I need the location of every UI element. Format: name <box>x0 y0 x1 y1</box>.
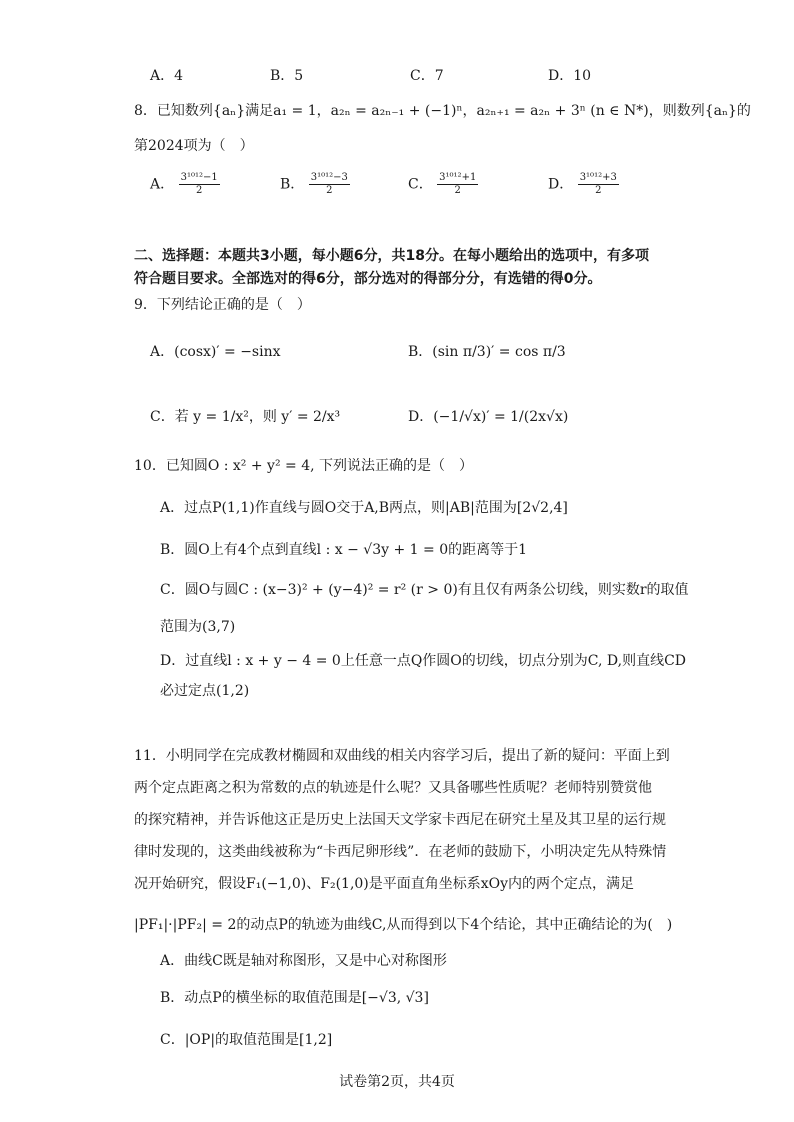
q8-option-b-fraction <box>309 172 350 197</box>
q8-stem-line1: 8．已知数列{aₙ}满足a₁ = 1，a₂ₙ = a₂ₙ₋₁ + (−1)ⁿ，a₂ₙ₊₁ = a₂ₙ + 3ⁿ (n ∈ N*)，则数列{aₙ}的 <box>134 103 751 119</box>
q9-option-a: A．(cosx)′ = −sinx <box>150 344 281 360</box>
section2-heading-line2: 符合题目要求。全部选对的得6分，部分选对的得部分分，有选错的得0分。 <box>134 271 602 287</box>
q8-option-b <box>280 172 350 197</box>
q11-option-b: B．动点P的横坐标的取值范围是[−√3, √3] <box>160 990 429 1006</box>
q11-stem-line5: 况开始研究，假设F₁(−1,0)、F₂(1,0)是平面直角坐标系xOy内的两个定点，满足 <box>134 876 635 892</box>
q10-option-b: B．圆O上有4个点到直线l : x − √3y + 1 = 0的距离等于1 <box>160 542 528 558</box>
q8-option-d <box>548 172 619 197</box>
q9-stem: 9．下列结论正确的是（ ） <box>134 297 311 313</box>
q9-option-d: D．(−1/√x)′ = 1/(2x√x) <box>408 409 569 425</box>
q8-option-a-label: A． <box>150 176 175 193</box>
q10-stem: 10．已知圆O : x² + y² = 4, 下列说法正确的是（ ） <box>134 458 474 474</box>
q8-option-b-label: B． <box>280 176 305 193</box>
q7-option-d: D．10 <box>548 68 592 84</box>
q9-option-c: C．若 y = 1/x²，则 y′ = 2/x³ <box>150 409 341 425</box>
q7-option-a: A．4 <box>150 68 184 84</box>
q11-stem-line6: |PF₁|·|PF₂| = 2的动点P的轨迹为曲线C,从而得到以下4个结论，其中正确结论的为( ) <box>134 917 673 933</box>
q11-stem-line2: 两个定点距离之积为常数的点的轨迹是什么呢？又具备哪些性质呢？老师特别赞赏他 <box>134 780 652 796</box>
q11-option-c: C．|OP|的取值范围是[1,2] <box>160 1032 333 1048</box>
q7-option-b: B．5 <box>270 68 304 84</box>
q8-option-a-denominator: 2 <box>195 185 203 196</box>
q8-stem-line2: 第2024项为（ ） <box>134 138 254 154</box>
q8-option-a-numerator: 3¹⁰¹²−1 <box>180 172 218 183</box>
q8-option-b-denominator: 2 <box>326 185 333 196</box>
q10-option-c-line1: C．圆O与圆C : (x−3)² + (y−4)² = r² (r > 0)有且仅有两条公切线，则实数r的取值 <box>160 582 689 598</box>
q8-option-d-numerator: 3¹⁰¹²+3 <box>579 172 617 183</box>
q11-stem-line4: 律时发现的，这类曲线被称为“卡西尼卵形线”．在老师的鼓励下，小明决定先从特殊情 <box>134 844 667 860</box>
section2-heading-line1: 二、选择题：本题共3小题，每小题6分，共18分。在每小题给出的选项中，有多项 <box>134 248 649 264</box>
q8-option-c-denominator: 2 <box>454 185 461 196</box>
q9-option-b: B．(sin π/3)′ = cos π/3 <box>408 344 566 360</box>
q11-option-a: A．曲线C既是轴对称图形，又是中心对称图形 <box>160 953 447 969</box>
q8-option-a <box>150 172 220 197</box>
q11-stem-line1: 11．小明同学在完成教材椭圆和双曲线的相关内容学习后，提出了新的疑问：平面上到 <box>134 748 670 764</box>
q8-option-c-fraction <box>437 172 478 197</box>
q8-option-c-numerator: 3¹⁰¹²+1 <box>439 172 477 183</box>
q8-option-a-fraction <box>179 172 220 197</box>
q8-option-b-numerator: 3¹⁰¹²−3 <box>310 172 348 183</box>
q8-option-d-fraction <box>578 172 619 197</box>
q8-option-c-label: C． <box>408 176 433 193</box>
q8-option-d-denominator: 2 <box>595 185 602 196</box>
q10-option-d-line2: 必过定点(1,2) <box>160 683 250 699</box>
q11-stem-line3: 的探究精神，并告诉他这正是历史上法国天文学家卡西尼在研究土星及其卫星的运行规 <box>134 812 666 828</box>
q10-option-c-line2: 范围为(3,7) <box>160 619 236 635</box>
q8-option-d-label: D． <box>548 176 574 193</box>
q7-option-c: C．7 <box>410 68 444 84</box>
page-footer: 试卷第2页，共4页 <box>339 1074 455 1090</box>
q10-option-a: A．过点P(1,1)作直线与圆O交于A,B两点，则|AB|范围为[2√2,4] <box>160 500 568 516</box>
q8-option-c <box>408 172 478 197</box>
q10-option-d-line1: D．过直线l : x + y − 4 = 0上任意一点Q作圆O的切线，切点分别为C, D,则直线CD <box>160 653 687 669</box>
